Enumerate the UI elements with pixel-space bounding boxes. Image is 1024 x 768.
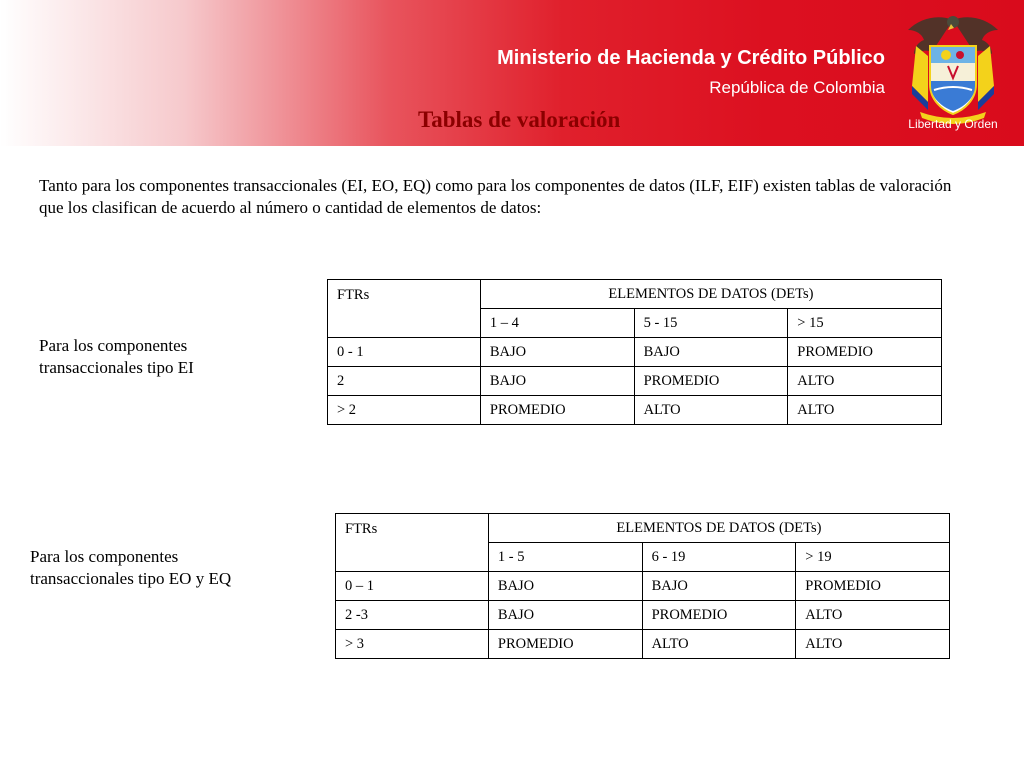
value-cell: PROMEDIO [796,572,950,601]
det-range: 5 - 15 [634,309,788,338]
table1-label-line2: transaccionales tipo EI [39,358,194,377]
value-cell: PROMEDIO [788,338,942,367]
det-range: > 15 [788,309,942,338]
table-row [336,630,950,659]
value-cell: BAJO [634,338,788,367]
page-title: Tablas de valoración [418,107,621,132]
value-cell: PROMEDIO [480,396,634,425]
det-header: ELEMENTOS DE DATOS (DETs) [480,280,941,309]
value-cell: ALTO [634,396,788,425]
value-cell: BAJO [480,367,634,396]
table-row [328,367,942,396]
table-row [328,338,942,367]
ftr-cell: > 2 [328,396,481,425]
value-cell: ALTO [796,601,950,630]
value-cell: PROMEDIO [642,601,796,630]
value-cell: ALTO [788,396,942,425]
det-range: 1 – 4 [480,309,634,338]
value-cell: PROMEDIO [488,630,642,659]
table-row [336,572,950,601]
value-cell: BAJO [488,601,642,630]
det-range: 6 - 19 [642,543,796,572]
table2-label-line1: Para los componentes [30,547,179,566]
ftr-cell: 0 - 1 [328,338,481,367]
value-cell: BAJO [642,572,796,601]
table-row [328,396,942,425]
ftr-header: FTRs [328,280,481,338]
value-cell: ALTO [788,367,942,396]
table2-label-line2: transaccionales tipo EO y EQ [30,569,232,588]
ministry-name: Ministerio de Hacienda y Crédito Público [497,47,885,69]
republic-name: República de Colombia [709,78,885,97]
valuation-table-eo-eq [335,513,950,659]
ftr-header: FTRs [336,514,489,572]
value-cell: ALTO [796,630,950,659]
ftr-cell: 0 – 1 [336,572,489,601]
ftr-cell: 2 [328,367,481,396]
value-cell: BAJO [480,338,634,367]
table1-label [39,335,194,379]
valuation-table-ei [327,279,942,425]
det-range: > 19 [796,543,950,572]
ftr-cell: 2 -3 [336,601,489,630]
table2-label [30,546,231,590]
det-range: 1 - 5 [488,543,642,572]
det-header: ELEMENTOS DE DATOS (DETs) [488,514,949,543]
ftr-cell: > 3 [336,630,489,659]
seal-motto: Libertad y Orden [908,117,998,131]
value-cell: PROMEDIO [634,367,788,396]
intro-paragraph: Tanto para los componentes transaccionales (EI, EO, EQ) como para los componentes de datos (ILF, EIF) existen tablas de valoración que los clasifican de acuerdo al número o cantidad de elementos de datos: [39,176,952,217]
table-row [336,601,950,630]
value-cell: BAJO [488,572,642,601]
value-cell: ALTO [642,630,796,659]
table1-label-line1: Para los componentes [39,336,188,355]
